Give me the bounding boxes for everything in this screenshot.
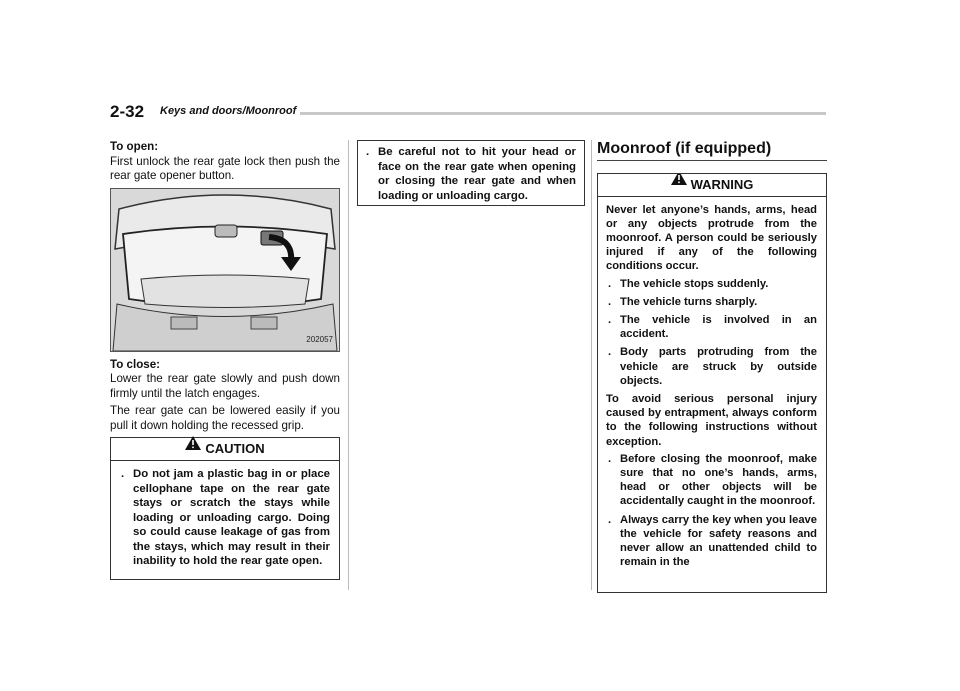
column-right [597,140,827,593]
figure-id: 202057 [306,335,333,344]
bullet-dot-icon: . [608,295,612,308]
warning-intro: Never let anyone’s hands, arms, head or any objects protrude from the moonroof. A person could be seriously injured if any of the following conditions occur. [606,203,817,273]
warning-item [606,313,817,341]
warning-box [597,173,827,593]
warning-middle: To avoid serious personal injury caused by entrapment, always conform to the following instructions without exception. [606,392,817,448]
caution-continued-bullet [364,145,576,203]
caution-continued-text: Be careful not to hit your head or face on the rear gate when opening or closing the rear gate and when loading or unloading cargo. [378,146,576,202]
warning-item [606,345,817,388]
warning-item-text: The vehicle stops suddenly. [620,277,769,290]
bullet-dot-icon: . [121,468,125,480]
warning-item-text: Always carry the key when you leave the vehicle for safety reasons and never allow an unattended child to remain in the [620,513,817,569]
moonroof-heading: Moonroof (if equipped) [597,142,827,161]
warning-header [598,174,826,197]
column-left [110,140,340,580]
column-middle [357,140,585,206]
caution-bullet [119,467,330,569]
warning-item-text: The vehicle is involved in an accident. [620,313,817,341]
header-rule [300,112,826,115]
warning-item-text: Before closing the moonroof, make sure that no one’s hands, arms, head or other objects will be accidentally caught in the moonroof. [620,452,817,508]
close-text-2: The rear gate can be lowered easily if you pull it down holding the recessed grip. [110,404,340,432]
warning-item [606,295,817,309]
warning-body [598,197,826,580]
page-header [110,102,826,122]
rear-gate-illustration [111,189,339,351]
bullet-dot-icon: . [366,146,370,158]
section-title: Keys and doors/Moonroof [160,105,297,117]
caution-body [111,461,339,579]
caution-title: CAUTION [205,441,265,456]
warning-item [606,513,817,570]
warning-title: WARNING [690,176,754,192]
page-number: 2-32 [110,102,145,121]
bullet-dot-icon: . [608,346,612,359]
close-text-1: Lower the rear gate slowly and push down firmly until the latch engages. [110,372,340,400]
close-heading: To close: [110,357,161,371]
open-heading: To open: [110,140,159,153]
warning-item-text: Body parts protruding from the vehicle are struck by outside objects. [620,346,817,387]
column-divider-1 [348,140,349,590]
bullet-dot-icon: . [608,452,612,465]
warning-item-text: The vehicle turns sharply. [620,295,758,308]
bullet-dot-icon: . [608,313,612,326]
warning-triangle-icon [185,435,201,457]
caution-header [111,438,339,461]
caution-box [110,437,340,580]
open-text: First unlock the rear gate lock then push the rear gate opener button. [110,154,340,182]
bullet-dot-icon: . [608,513,612,526]
bullet-dot-icon: . [608,277,612,290]
warning-triangle-icon [671,173,687,193]
warning-item [606,277,817,291]
warning-item [606,452,817,509]
caution-bullet-text: Do not jam a plastic bag in or place cellophane tape on the rear gate stays or scratch the stays while loading or unloading cargo. Doing so could cause leakage of gas from the stays, which may result in their inability to hold the rear gate open. [133,468,330,567]
column-divider-2 [591,140,592,590]
caution-continued-box [357,140,585,206]
rear-gate-figure [110,188,340,352]
